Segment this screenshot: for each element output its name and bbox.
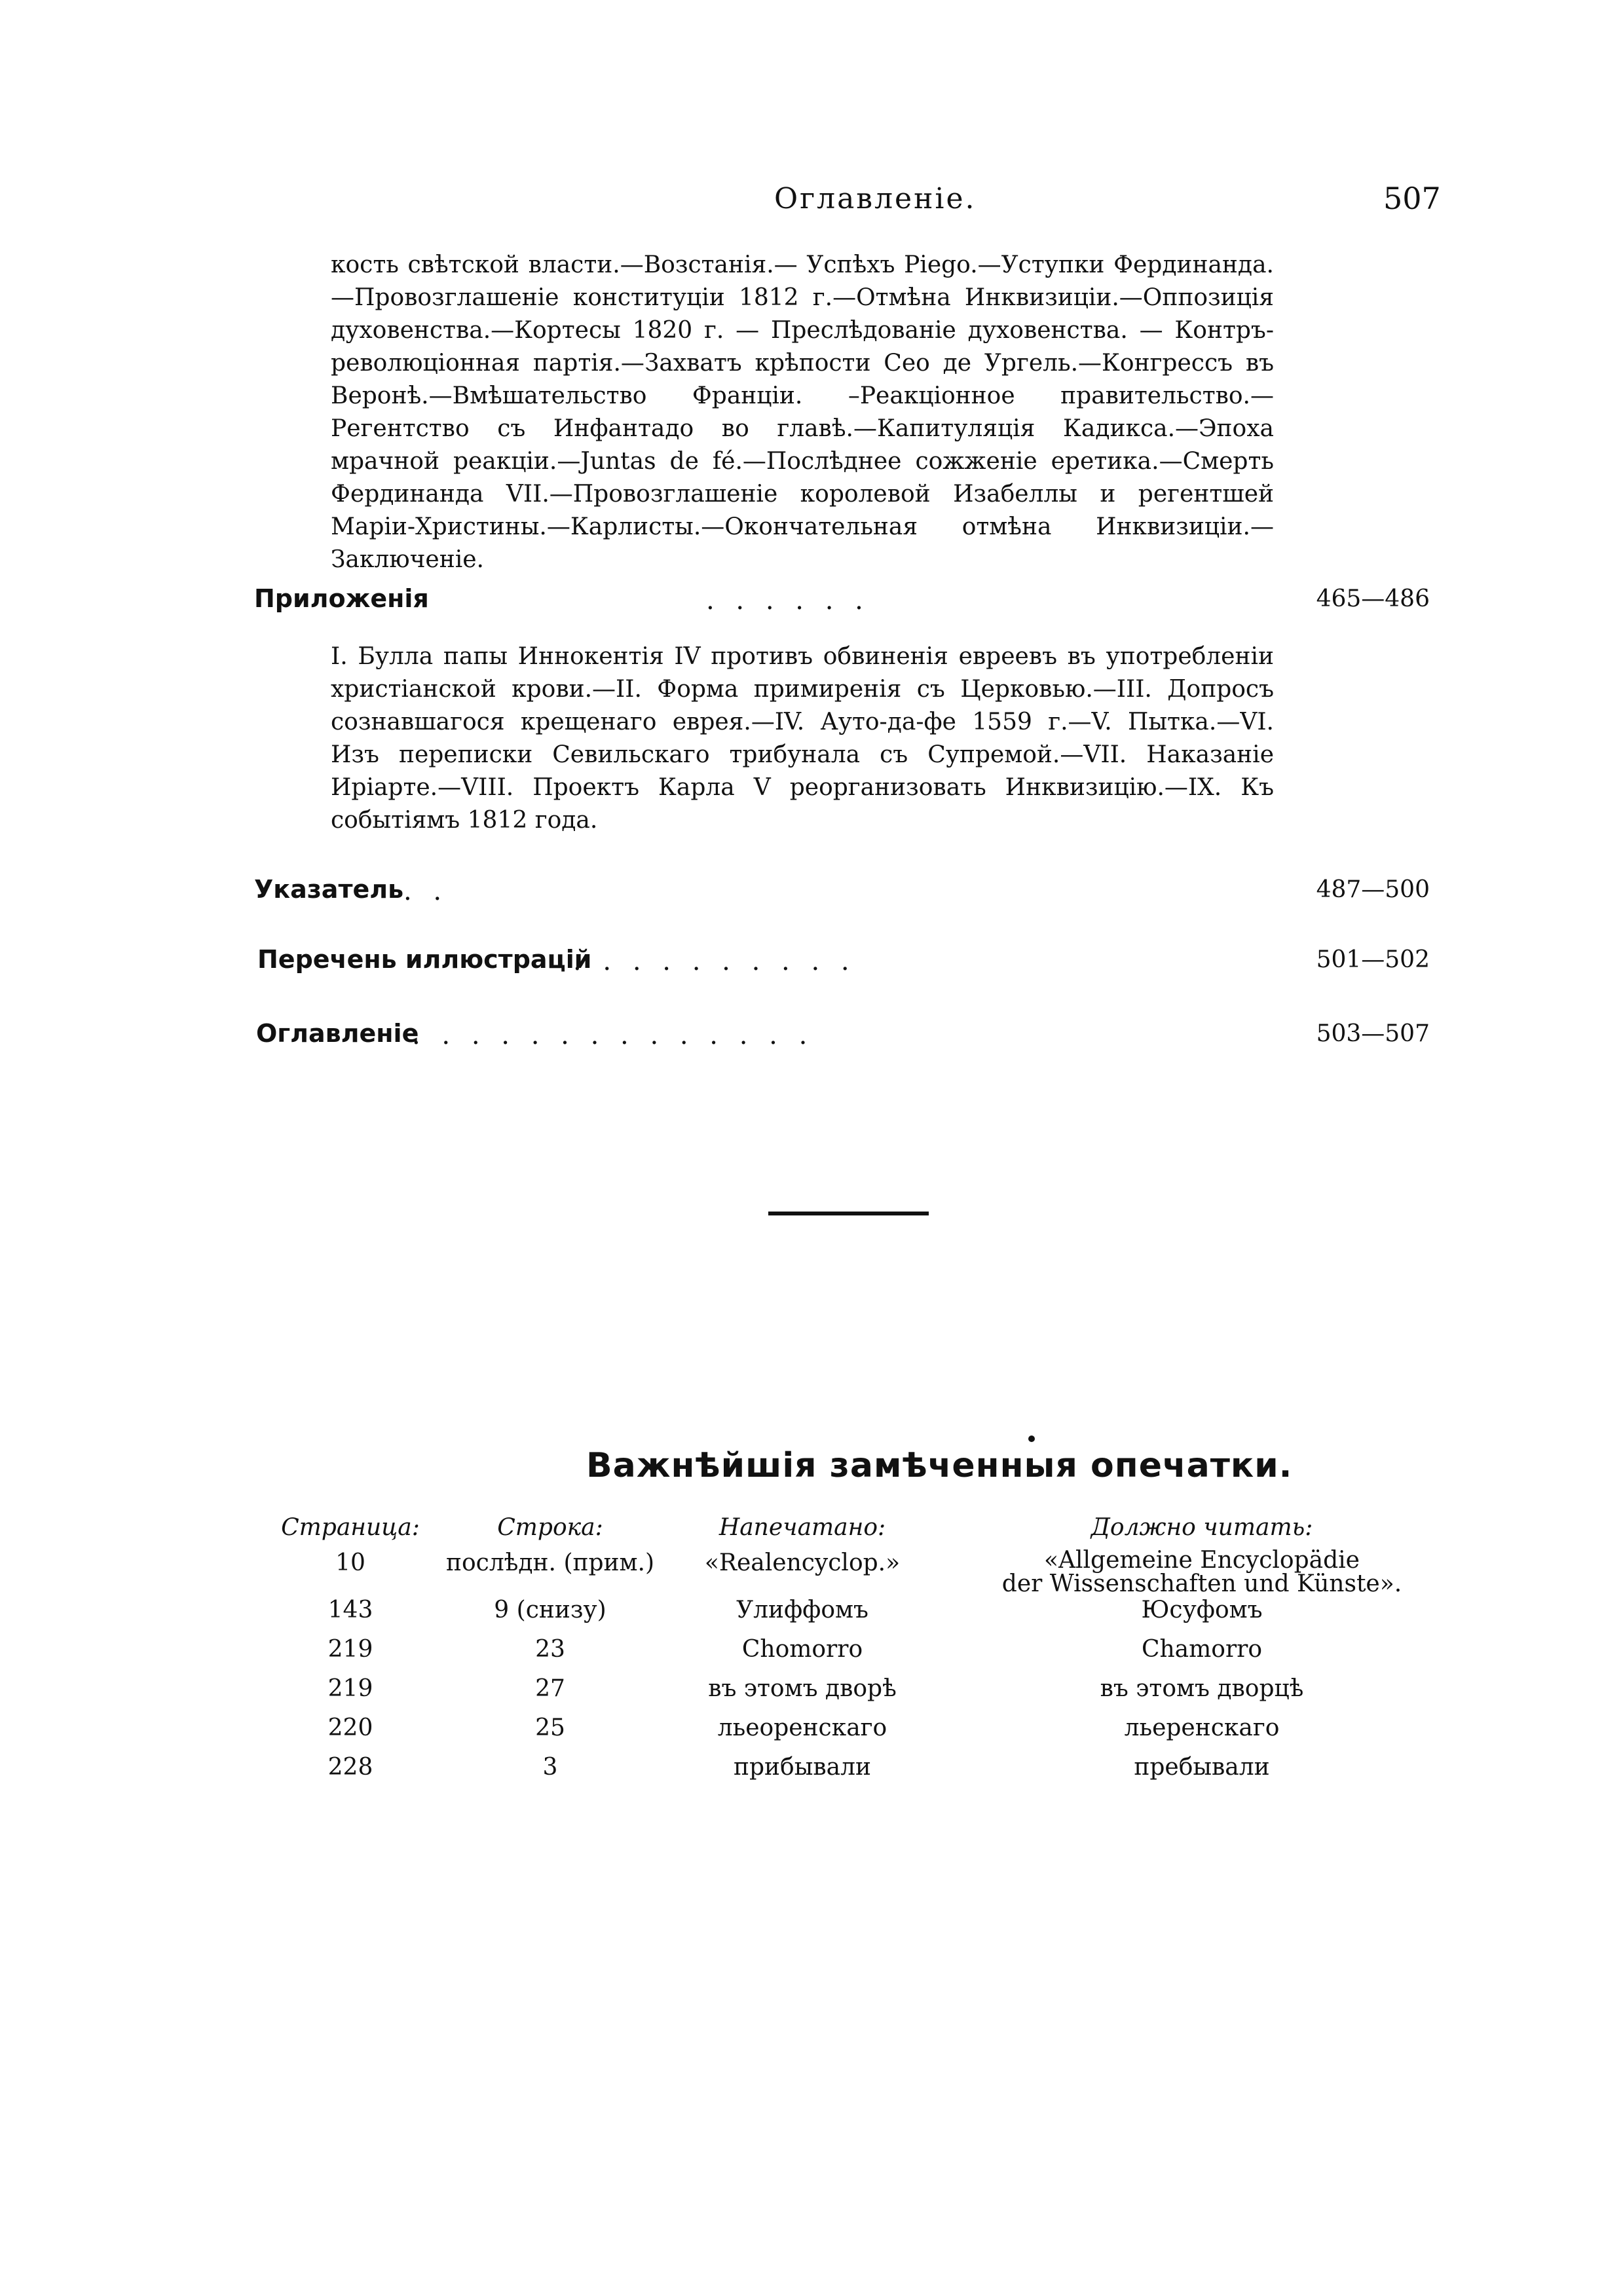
errata-table: [262, 1514, 1461, 1792]
toc-leader-dots: . . . . . . . . . . . . . .: [412, 1020, 814, 1050]
table-row: [262, 1753, 1461, 1792]
toc-entry-index[interactable]: [254, 875, 1430, 912]
cell-printed: Улиффомъ: [736, 1597, 868, 1623]
table-row: [262, 1596, 1461, 1635]
decorative-dot: [1028, 1435, 1035, 1442]
column-header-line: Строка:: [497, 1514, 603, 1541]
cell-printed: прибывали: [734, 1754, 871, 1781]
errata-header-row: [262, 1514, 1461, 1549]
toc-page-range: 503—507: [1316, 1020, 1430, 1047]
chapter-summary-paragraph: кость свѣтской власти.—Возстанія.— Успѣхъ Piego.—Уступки Фердинанда.—Провозглашеніе конституціи 1812 г.—Отмѣна Инквизиціи.—Оппозиція духовенства.—Кортесы 1820 г. — Преслѣдованіе духовенства. — Контръ-революціонная партія.—Захватъ крѣпости Сео де Ургель.—Конгрессъ въ Веронѣ.—Вмѣшательство Франціи. –Реакціонное правительство.—Регентство съ Инфантадо во главѣ.—Капитуляція Кадикса.—Эпоха мрачной реакціи.—Juntas de fé.—Послѣднее сожженіе еретика.—Смерть Фердинанда VII.—Провозглашеніе королевой Изабеллы и регентшей Маріи-Христины.—Карлисты.—Окончательная отмѣна Инквизиціи.—Заключеніе.: [331, 251, 1274, 573]
section-divider: [768, 1212, 929, 1215]
cell-printed: въ этомъ дворѣ: [708, 1675, 897, 1702]
cell-printed: льеоренскаго: [717, 1714, 887, 1741]
appendix-summary-paragraph: I. Булла папы Иннокентія IV противъ обвиненія евреевъ въ употребленіи христіанской крови.—II. Форма примиренія съ Церковью.—III. Допросъ сознавшагося крещенаго еврея.—IV. Ауто-да-фе 1559 г.—V. Пытка.—VI. Изъ переписки Севильскаго трибунала съ Супремой.—VII. Наказаніе Иріарте.—VIII. Проектъ Карла V реорганизовать Инквизицію.—IX. Къ событіямъ 1812 года.: [331, 643, 1274, 834]
cell-correct: Юсуфомъ: [1141, 1597, 1263, 1623]
toc-label: Оглавленіе: [256, 1019, 419, 1048]
cell-line: 25: [535, 1714, 565, 1741]
toc-leader-dots: . . . . . .: [706, 585, 870, 616]
cell-page: 219: [327, 1675, 373, 1702]
toc-label: Перечень иллюстрацій: [257, 945, 592, 974]
cell-correct: въ этомъ дворцѣ: [1100, 1675, 1304, 1702]
page-number: 507: [1383, 181, 1441, 216]
cell-correct: Chamorro: [1141, 1636, 1263, 1663]
column-header-printed: Напечатано:: [718, 1514, 886, 1541]
running-header-title: Оглавленіе.: [774, 182, 977, 215]
correct-line-1: «Allgemeine Encyclopädie: [1044, 1547, 1360, 1574]
column-header-page: Страница:: [281, 1514, 420, 1541]
cell-line: 23: [535, 1636, 565, 1663]
toc-label: Указатель: [254, 875, 404, 904]
toc-page-range: 487—500: [1316, 876, 1430, 903]
cell-line: 3: [542, 1754, 558, 1781]
errata-title: Важнѣйшія замѣченныя опечатки.: [586, 1446, 1293, 1485]
toc-entry-appendices[interactable]: [254, 584, 1430, 621]
cell-printed: «Realencyclop.»: [704, 1549, 901, 1576]
toc-leader-dots: . . . . . . . . . .: [573, 946, 856, 976]
cell-page: 10: [335, 1549, 365, 1576]
cell-line: 9 (снизу): [494, 1597, 606, 1623]
cell-correct: льеренскаго: [1124, 1714, 1280, 1741]
table-row: [262, 1675, 1461, 1714]
toc-entry-contents[interactable]: [256, 1019, 1430, 1056]
toc-leader-dots: . .: [403, 876, 449, 906]
cell-printed: Chomorro: [741, 1636, 863, 1663]
cell-correct: пребывали: [1134, 1754, 1270, 1781]
toc-page-range: 465—486: [1316, 585, 1430, 612]
table-row: [262, 1635, 1461, 1675]
cell-page: 219: [327, 1636, 373, 1663]
toc-page-range: 501—502: [1316, 946, 1430, 973]
cell-correct: [943, 1549, 1461, 1596]
table-row: [262, 1549, 1461, 1596]
toc-label: Приложенія: [254, 584, 429, 613]
cell-page: 228: [327, 1754, 373, 1781]
column-header-correct: Должно читать:: [1091, 1514, 1313, 1541]
table-row: [262, 1714, 1461, 1753]
cell-page: 143: [327, 1597, 373, 1623]
cell-line: послѣдн. (прим.): [445, 1549, 655, 1576]
cell-line: 27: [535, 1675, 565, 1702]
correct-line-2: der Wissenschaften und Künste».: [1001, 1570, 1402, 1597]
toc-entry-illustrations[interactable]: [257, 945, 1430, 982]
cell-page: 220: [327, 1714, 373, 1741]
